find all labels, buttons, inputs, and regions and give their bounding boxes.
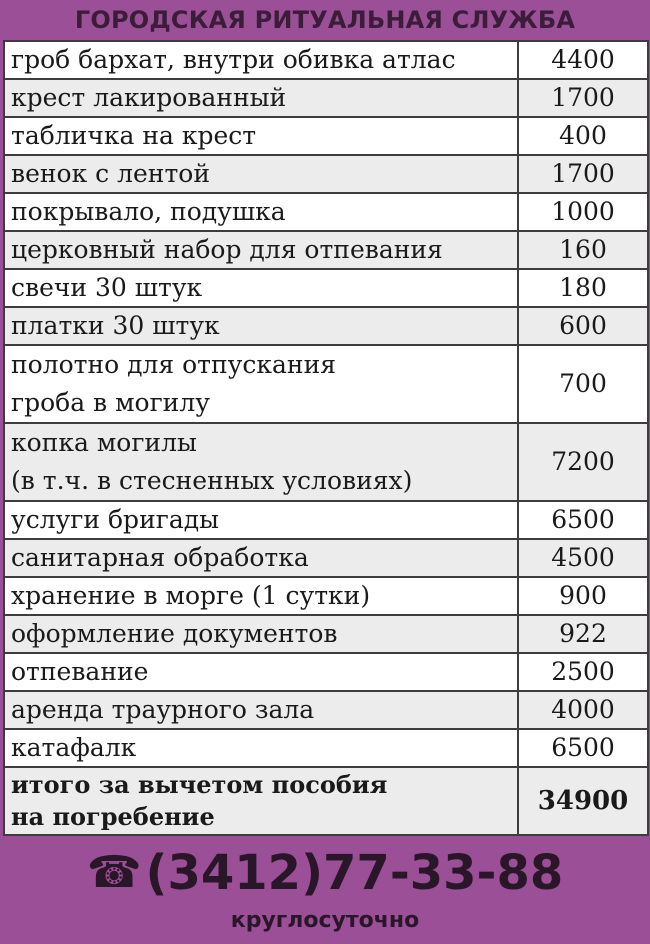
table-row: [4, 539, 648, 577]
service-name: отпевание: [4, 653, 518, 691]
table-row: [4, 729, 648, 767]
table-row: [4, 615, 648, 653]
service-name: оформление документов: [4, 615, 518, 653]
table-row: [4, 41, 648, 79]
table-row: [4, 231, 648, 269]
price-table: [3, 40, 649, 836]
service-price: 1000: [518, 193, 648, 231]
page-title: ГОРОДСКАЯ РИТУАЛЬНАЯ СЛУЖБА: [0, 0, 650, 40]
service-name: хранение в морге (1 сутки): [4, 577, 518, 615]
service-name: платки 30 штук: [4, 307, 518, 345]
service-name: аренда траурного зала: [4, 691, 518, 729]
table-row: [4, 193, 648, 231]
service-name: копка могилы (в т.ч. в стесненных условиях): [4, 423, 518, 501]
table-row: [4, 345, 648, 423]
phone-number: (3412)77-33-88: [145, 845, 564, 901]
table-row: [4, 155, 648, 193]
service-price: 7200: [518, 423, 648, 501]
total-row: [4, 767, 648, 835]
service-price: 6500: [518, 729, 648, 767]
phone-line: [0, 838, 650, 908]
telephone-icon: ☎: [86, 847, 142, 898]
table-row: [4, 653, 648, 691]
service-price: 700: [518, 345, 648, 423]
service-name: покрывало, подушка: [4, 193, 518, 231]
service-price: 922: [518, 615, 648, 653]
service-price: 400: [518, 117, 648, 155]
service-name: катафалк: [4, 729, 518, 767]
service-name: свечи 30 штук: [4, 269, 518, 307]
service-price: 160: [518, 231, 648, 269]
service-price: 4400: [518, 41, 648, 79]
service-price: 2500: [518, 653, 648, 691]
service-name: крест лакированный: [4, 79, 518, 117]
table-row: [4, 577, 648, 615]
service-name: табличка на крест: [4, 117, 518, 155]
table-row: [4, 117, 648, 155]
total-label: итого за вычетом пособия на погребение: [4, 767, 518, 835]
working-hours: круглосуточно: [230, 908, 420, 933]
service-price: 1700: [518, 155, 648, 193]
service-name: санитарная обработка: [4, 539, 518, 577]
service-name: полотно для отпускания гроба в могилу: [4, 345, 518, 423]
table-row: [4, 501, 648, 539]
table-row: [4, 307, 648, 345]
contact-footer: [0, 838, 650, 944]
service-price: 4500: [518, 539, 648, 577]
table-row: [4, 423, 648, 501]
table-row: [4, 79, 648, 117]
service-price: 900: [518, 577, 648, 615]
service-price: 4000: [518, 691, 648, 729]
service-name: церковный набор для отпевания: [4, 231, 518, 269]
service-price: 600: [518, 307, 648, 345]
service-name: гроб бархат, внутри обивка атлас: [4, 41, 518, 79]
table-row: [4, 691, 648, 729]
service-price: 180: [518, 269, 648, 307]
service-name: услуги бригады: [4, 501, 518, 539]
service-price: 1700: [518, 79, 648, 117]
total-price: 34900: [518, 767, 648, 835]
table-row: [4, 269, 648, 307]
service-price: 6500: [518, 501, 648, 539]
service-name: венок с лентой: [4, 155, 518, 193]
